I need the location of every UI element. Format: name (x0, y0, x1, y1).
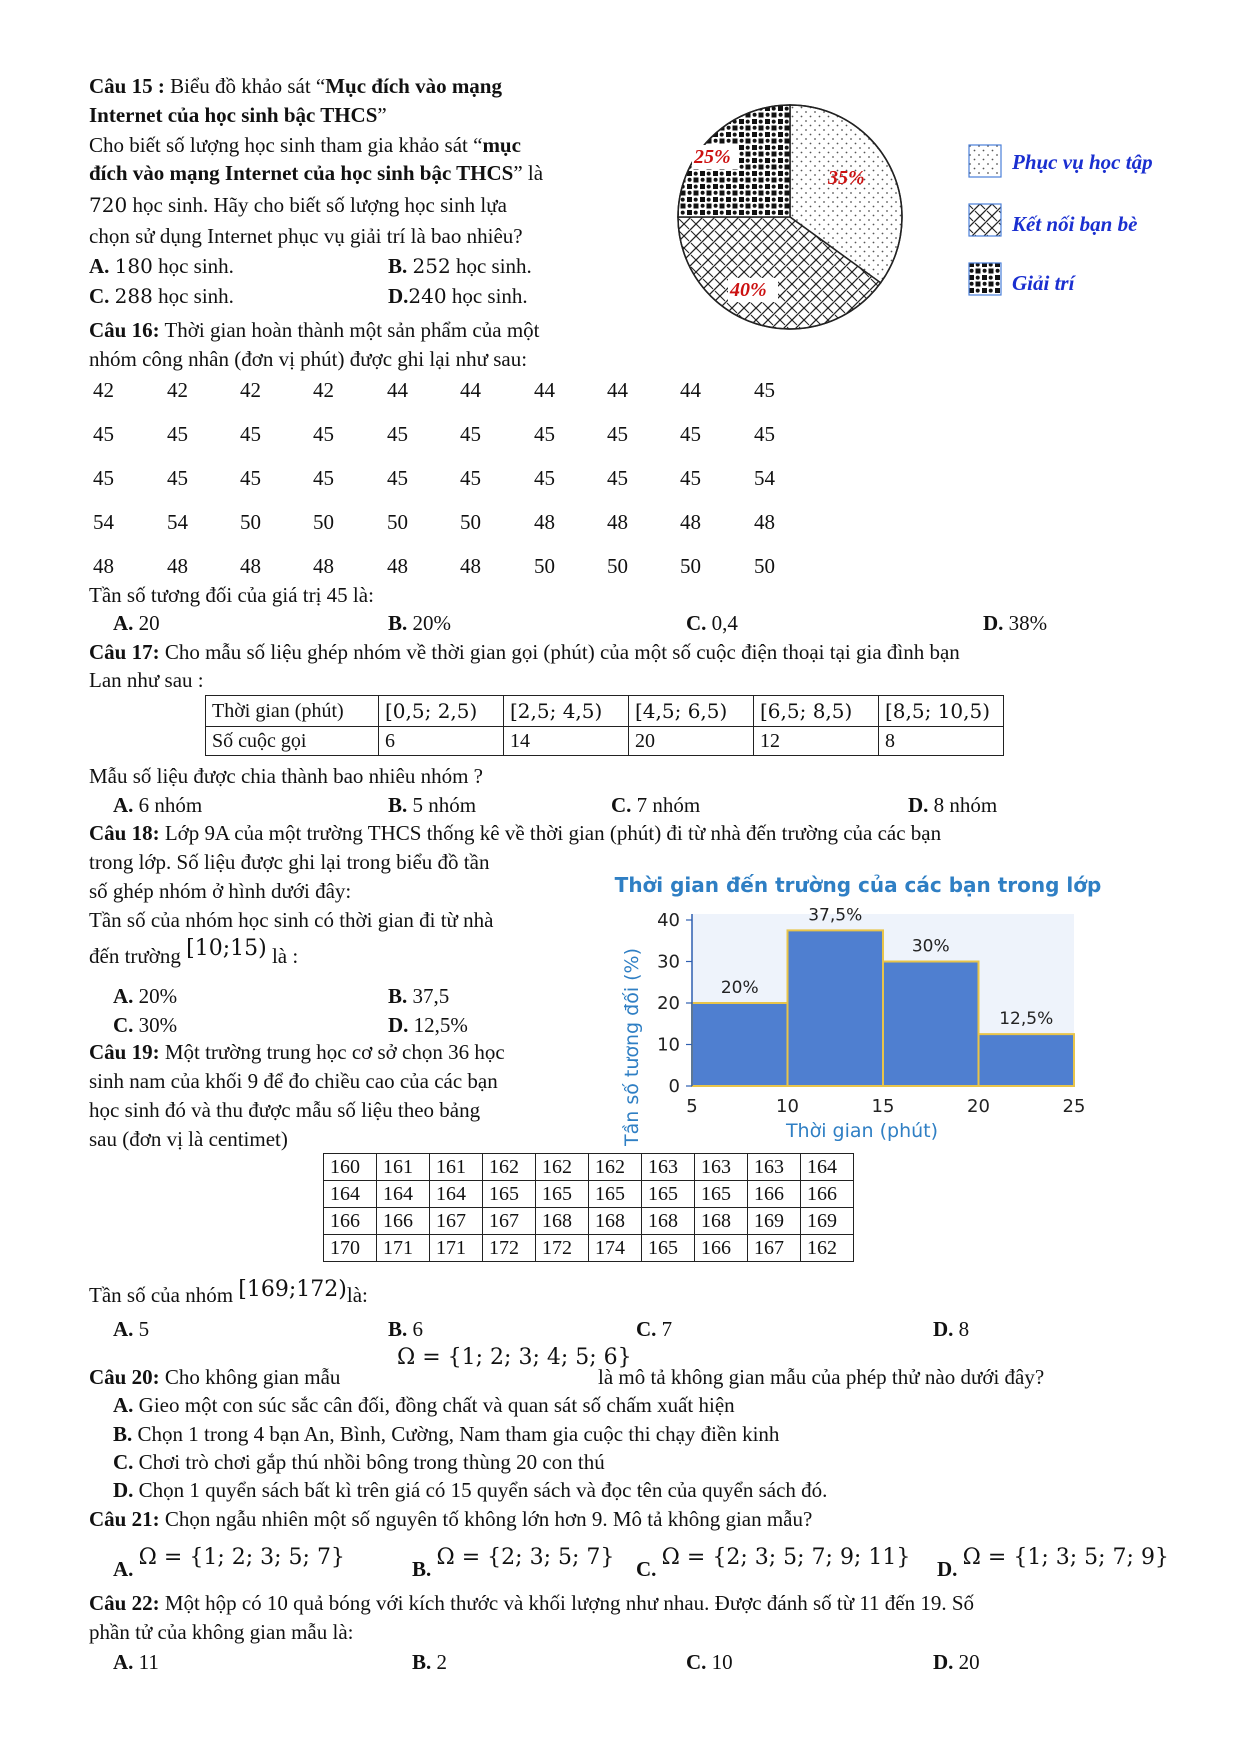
q15-line2 (89, 103, 387, 127)
q19-cell: 166 (695, 1235, 748, 1262)
q20-line1: Câu 20: Cho không gian mẫu (89, 1365, 341, 1389)
q19-cell: 161 (377, 1154, 430, 1181)
q19-line2: sinh nam của khối 9 để đo chiều cao của các bạn (89, 1069, 498, 1093)
q17-cell: 14 (504, 727, 629, 756)
q22-line1: Câu 22: Một hộp có 10 quả bóng với kích thước và khối lượng như nhau. Được đánh số từ 11 đến 19. Số (89, 1591, 975, 1615)
q19-number: Câu 19: (89, 1040, 160, 1064)
q16-line1: Câu 16: Thời gian hoàn thành một sản phẩm của một (89, 318, 540, 342)
q20-option-a: A. Gieo một con súc sắc cân đối, đồng chất và quan sát số chấm xuất hiện (113, 1393, 735, 1417)
q19-cell: 169 (801, 1208, 854, 1235)
pie-legend-swatches (968, 144, 1002, 304)
q16-data-value: 48 (607, 510, 628, 534)
q20-number: Câu 20: (89, 1365, 160, 1389)
q16-data-value: 44 (607, 378, 628, 402)
pie-chart (660, 92, 920, 346)
chart-y-tick-label: 10 (657, 1034, 680, 1056)
q21-option-a: A. Ω = {1; 2; 3; 5; 7} (113, 1545, 345, 1581)
q16-number: Câu 16: (89, 318, 160, 342)
legend-swatch-study (969, 145, 1001, 177)
q16-data-value: 42 (313, 378, 334, 402)
q16-data-value: 45 (754, 422, 775, 446)
q16-data-value: 45 (387, 422, 408, 446)
chart-xlabel: Thời gian (phút) (785, 1120, 939, 1142)
q20-omega: Ω = {1; 2; 3; 4; 5; 6} (397, 1345, 632, 1370)
q16-data-value: 42 (240, 378, 261, 402)
chart-ylabel: Tần số tương đối (%) (621, 947, 643, 1147)
q17-cell: [6,5; 8,5) (754, 696, 879, 727)
q16-data-value: 54 (93, 510, 114, 534)
chart-x-tick-label: 5 (686, 1096, 698, 1117)
chart-x-tick-label: 20 (967, 1096, 990, 1117)
q19-table-row (324, 1154, 854, 1181)
pie-label-friends: 40% (730, 279, 767, 301)
q19-cell: 167 (430, 1208, 483, 1235)
q19-cell: 168 (695, 1208, 748, 1235)
q19-cell: 166 (377, 1208, 430, 1235)
q19-cell: 160 (324, 1154, 377, 1181)
legend-swatch-entertainment (969, 263, 1001, 295)
q17-option-a: A. 6 nhóm (113, 793, 203, 817)
q19-cell: 168 (589, 1208, 642, 1235)
chart-y-tick-label: 20 (657, 993, 680, 1014)
q15-total: 720 (89, 193, 128, 217)
q15-text-bold: Mục đích vào mạng (325, 74, 502, 98)
q16-data-value: 45 (607, 466, 628, 490)
q17-question: Mẫu số liệu được chia thành bao nhiêu nhóm ? (89, 764, 483, 788)
legend-label-friends: Kết nối bạn bè (1012, 212, 1138, 236)
q19-table (323, 1153, 854, 1262)
q16-data-value: 45 (534, 422, 555, 446)
q16-data-value: 48 (167, 554, 188, 578)
q16-data-value: 48 (240, 554, 261, 578)
q16-data-value: 45 (313, 422, 334, 446)
histogram-value-label: 37,5% (808, 905, 863, 926)
q17-number: Câu 17: (89, 640, 160, 664)
q18-option-d: D. 12,5% (388, 1013, 468, 1037)
q17-cell: Thời gian (phút) (206, 696, 379, 727)
q16-data-value: 45 (754, 378, 775, 402)
q22-line2: phần tử của không gian mẫu là: (89, 1620, 354, 1644)
chart-y-tick-label: 40 (657, 910, 680, 931)
q16-data-value: 44 (534, 378, 555, 402)
q15-text-bold: mục (482, 133, 521, 157)
q19-cell: 167 (483, 1208, 536, 1235)
q16-data-value: 42 (167, 378, 188, 402)
q19-cell: 166 (801, 1181, 854, 1208)
q16-data-value: 50 (534, 554, 555, 578)
q16-data-value: 50 (313, 510, 334, 534)
q21-option-d: D. Ω = {1; 3; 5; 7; 9} (937, 1545, 1169, 1581)
q16-option-c: C. 0,4 (686, 611, 738, 635)
q16-data-value: 48 (680, 510, 701, 534)
q16-data-value: 45 (680, 466, 701, 490)
histogram-bar (788, 930, 884, 1086)
q15-option-d: D.240 học sinh. (388, 284, 528, 308)
q15-text: Biểu đồ khảo sát “ (170, 74, 326, 98)
legend-swatch-friends (969, 204, 1001, 236)
q18-option-c: C. 30% (113, 1013, 178, 1037)
q19-option-c: C. 7 (636, 1317, 673, 1341)
histogram-value-label: 30% (911, 936, 950, 957)
chart-x-tick-label: 15 (871, 1096, 895, 1117)
q19-cell: 165 (483, 1181, 536, 1208)
chart-title: Thời gian đến trường của các bạn trong lớp (614, 873, 1102, 897)
histogram-chart (600, 862, 1140, 1152)
q15-quote: ” (377, 103, 387, 127)
legend-label-study: Phục vụ học tập (1012, 150, 1153, 174)
q17-cell: Số cuộc gọi (206, 727, 379, 756)
q18-option-b: B. 37,5 (388, 984, 450, 1008)
q19-cell: 168 (642, 1208, 695, 1235)
q16-data-value: 45 (167, 466, 188, 490)
q16-data-value: 48 (534, 510, 555, 534)
q19-cell: 163 (748, 1154, 801, 1181)
q19-cell: 164 (377, 1181, 430, 1208)
q16-option-b: B. 20% (388, 611, 452, 635)
histogram-value-label: 12,5% (999, 1009, 1054, 1030)
q17-cell: [4,5; 6,5) (629, 696, 754, 727)
q17-cell: 6 (379, 727, 504, 756)
histogram-bar (692, 1003, 788, 1086)
q16-data-value: 48 (387, 554, 408, 578)
q19-option-d: D. 8 (933, 1317, 970, 1341)
q22-option-d: D. 20 (933, 1650, 980, 1674)
q21-line1: Câu 21: Chọn ngẫu nhiên một số nguyên tố không lớn hơn 9. Mô tả không gian mẫu? (89, 1507, 813, 1531)
chart-y-tick-label: 0 (668, 1076, 680, 1097)
q17-cell: 8 (879, 727, 1004, 756)
q19-table-row (324, 1235, 854, 1262)
q17-table-row (206, 696, 1004, 727)
q19-cell: 167 (748, 1235, 801, 1262)
q16-data-value: 45 (680, 422, 701, 446)
q16-data-value: 50 (607, 554, 628, 578)
q16-data-value: 44 (460, 378, 481, 402)
q19-interval: [169;172) (238, 1277, 347, 1302)
q20-option-d: D. Chọn 1 quyển sách bất kì trên giá có 15 quyển sách và đọc tên của quyển sách đó. (113, 1478, 828, 1502)
q16-data-value: 45 (167, 422, 188, 446)
q19-line4: sau (đơn vị là centimet) (89, 1127, 288, 1151)
q22-option-c: C. 10 (686, 1650, 733, 1674)
q17-line1: Câu 17: Cho mẫu số liệu ghép nhóm về thời gian gọi (phút) của một số cuộc điện thoại tại gia đình bạn (89, 640, 960, 664)
q15-text: ” là (513, 161, 544, 185)
q17-option-c: C. 7 nhóm (611, 793, 701, 817)
q16-data-value: 50 (754, 554, 775, 578)
q18-number: Câu 18: (89, 821, 160, 845)
q19-cell: 165 (642, 1181, 695, 1208)
q19-line1: Câu 19: Một trường trung học cơ sở chọn 36 học (89, 1040, 505, 1064)
q16-question: Tần số tương đối của giá trị 45 là: (89, 583, 374, 607)
chart-x-tick-label: 25 (1062, 1096, 1086, 1117)
q22-option-b: B. 2 (412, 1650, 448, 1674)
q19-cell: 165 (589, 1181, 642, 1208)
q16-option-a: A. 20 (113, 611, 160, 635)
q15-number: Câu 15 : (89, 74, 165, 98)
q20-option-c: C. Chơi trò chơi gắp thú nhồi bông trong thùng 20 con thú (113, 1450, 605, 1474)
q15-text-bold: đích vào mạng Internet của học sinh bậc THCS (89, 161, 514, 185)
q16-data-value: 42 (93, 378, 114, 402)
q15-line3 (89, 133, 521, 157)
pie-label-entertainment: 25% (694, 146, 731, 168)
q17-cell: [8,5; 10,5) (879, 696, 1004, 727)
q16-data-value: 45 (534, 466, 555, 490)
q19-cell: 174 (589, 1235, 642, 1262)
q16-data-value: 50 (460, 510, 481, 534)
chart-x-tick-label: 10 (776, 1096, 799, 1117)
chart-y-tick-label: 30 (657, 951, 680, 973)
q19-cell: 164 (430, 1181, 483, 1208)
q15-line4 (89, 161, 543, 185)
q18-line5: đến trường [10;15) là : (89, 936, 299, 968)
q17-cell: [0,5; 2,5) (379, 696, 504, 727)
q20-line1-end: là mô tả không gian mẫu của phép thử nào dưới đây? (598, 1365, 1045, 1389)
histogram-bar (979, 1034, 1075, 1086)
q17-cell: 12 (754, 727, 879, 756)
q19-cell: 162 (801, 1235, 854, 1262)
q19-cell: 164 (801, 1154, 854, 1181)
q19-cell: 166 (748, 1181, 801, 1208)
q21-option-c: C. Ω = {2; 3; 5; 7; 9; 11} (636, 1545, 911, 1581)
q17-cell: [2,5; 4,5) (504, 696, 629, 727)
q16-data-value: 48 (460, 554, 481, 578)
q15-title: Internet của học sinh bậc THCS (89, 103, 378, 127)
q19-cell: 165 (536, 1181, 589, 1208)
q17-line2: Lan như sau : (89, 668, 204, 692)
q19-cell: 165 (695, 1181, 748, 1208)
q18-line4: Tần số của nhóm học sinh có thời gian đi từ nhà (89, 908, 494, 932)
q19-cell: 172 (536, 1235, 589, 1262)
q19-cell: 162 (483, 1154, 536, 1181)
q19-table-row (324, 1181, 854, 1208)
q19-cell: 168 (536, 1208, 589, 1235)
q15-line1 (89, 74, 502, 98)
q16-option-d: D. 38% (983, 611, 1048, 635)
legend-label-entertainment: Giải trí (1012, 271, 1075, 295)
q16-data-value: 50 (240, 510, 261, 534)
q15-line5 (89, 193, 507, 217)
q16-line2: nhóm công nhân (đơn vị phút) được ghi lại như sau: (89, 347, 528, 371)
q16-data-value: 48 (313, 554, 334, 578)
q16-data-value: 44 (387, 378, 408, 402)
q22-number: Câu 22: (89, 1591, 160, 1615)
q17-option-d: D. 8 nhóm (908, 793, 998, 817)
q22-option-a: A. 11 (113, 1650, 159, 1674)
q19-table-row (324, 1208, 854, 1235)
q18-line3: số ghép nhóm ở hình dưới đây: (89, 879, 352, 903)
q16-data-value: 45 (313, 466, 334, 490)
q19-cell: 164 (324, 1181, 377, 1208)
q19-cell: 163 (695, 1154, 748, 1181)
q15-line6: chọn sử dụng Internet phục vụ giải trí là bao nhiêu? (89, 224, 523, 248)
histogram-value-label: 20% (720, 978, 759, 998)
q19-cell: 169 (748, 1208, 801, 1235)
q21-option-b: B. Ω = {2; 3; 5; 7} (412, 1545, 615, 1581)
q19-option-b: B. 6 (388, 1317, 424, 1341)
q16-data-value: 44 (680, 378, 701, 402)
q18-option-a: A. 20% (113, 984, 178, 1008)
q19-cell: 162 (589, 1154, 642, 1181)
q15-option-b: B. 252 học sinh. (388, 254, 532, 278)
q16-data-value: 45 (240, 466, 261, 490)
q17-cell: 20 (629, 727, 754, 756)
q16-data-value: 45 (460, 422, 481, 446)
q19-cell: 162 (536, 1154, 589, 1181)
q19-cell: 172 (483, 1235, 536, 1262)
q19-cell: 170 (324, 1235, 377, 1262)
q15-text: Cho biết số lượng học sinh tham gia khảo sát “ (89, 133, 483, 157)
q17-table-row (206, 727, 1004, 756)
q16-data-value: 45 (93, 466, 114, 490)
q16-data-value: 45 (607, 422, 628, 446)
q15-option-c: C. 288 học sinh. (89, 284, 234, 308)
q19-cell: 163 (642, 1154, 695, 1181)
q19-option-a: A. 5 (113, 1317, 150, 1341)
q18-interval: [10;15) (186, 936, 267, 961)
q16-data-value: 50 (387, 510, 408, 534)
q15-option-a: A. 180 học sinh. (89, 254, 234, 278)
q18-line2: trong lớp. Số liệu được ghi lại trong biểu đồ tần (89, 850, 490, 874)
q19-cell: 171 (430, 1235, 483, 1262)
q19-question: Tần số của nhóm [169;172)là: (89, 1277, 368, 1307)
q16-data-value: 54 (754, 466, 775, 490)
q19-cell: 171 (377, 1235, 430, 1262)
q19-cell: 161 (430, 1154, 483, 1181)
q16-data-value: 54 (167, 510, 188, 534)
q19-line3: học sinh đó và thu được mẫu số liệu theo bảng (89, 1098, 481, 1122)
q19-cell: 165 (642, 1235, 695, 1262)
q19-cell: 166 (324, 1208, 377, 1235)
q18-line1: Câu 18: Lớp 9A của một trường THCS thống kê về thời gian (phút) đi từ nhà đến trường của các bạn (89, 821, 942, 845)
q15-text: học sinh. Hãy cho biết số lượng học sinh lựa (132, 193, 507, 217)
q17-option-b: B. 5 nhóm (388, 793, 477, 817)
q20-option-b: B. Chọn 1 trong 4 bạn An, Bình, Cường, Nam tham gia cuộc thi chạy điền kinh (113, 1422, 780, 1446)
q16-data-value: 45 (240, 422, 261, 446)
histogram-bar (883, 962, 979, 1087)
q16-data-value: 45 (387, 466, 408, 490)
q17-table (205, 695, 1004, 756)
q16-data-value: 45 (460, 466, 481, 490)
q16-data-value: 45 (93, 422, 114, 446)
q16-data-value: 48 (93, 554, 114, 578)
pie-label-study: 35% (828, 167, 865, 189)
q16-data-value: 50 (680, 554, 701, 578)
q16-data-value: 48 (754, 510, 775, 534)
q21-number: Câu 21: (89, 1507, 160, 1531)
